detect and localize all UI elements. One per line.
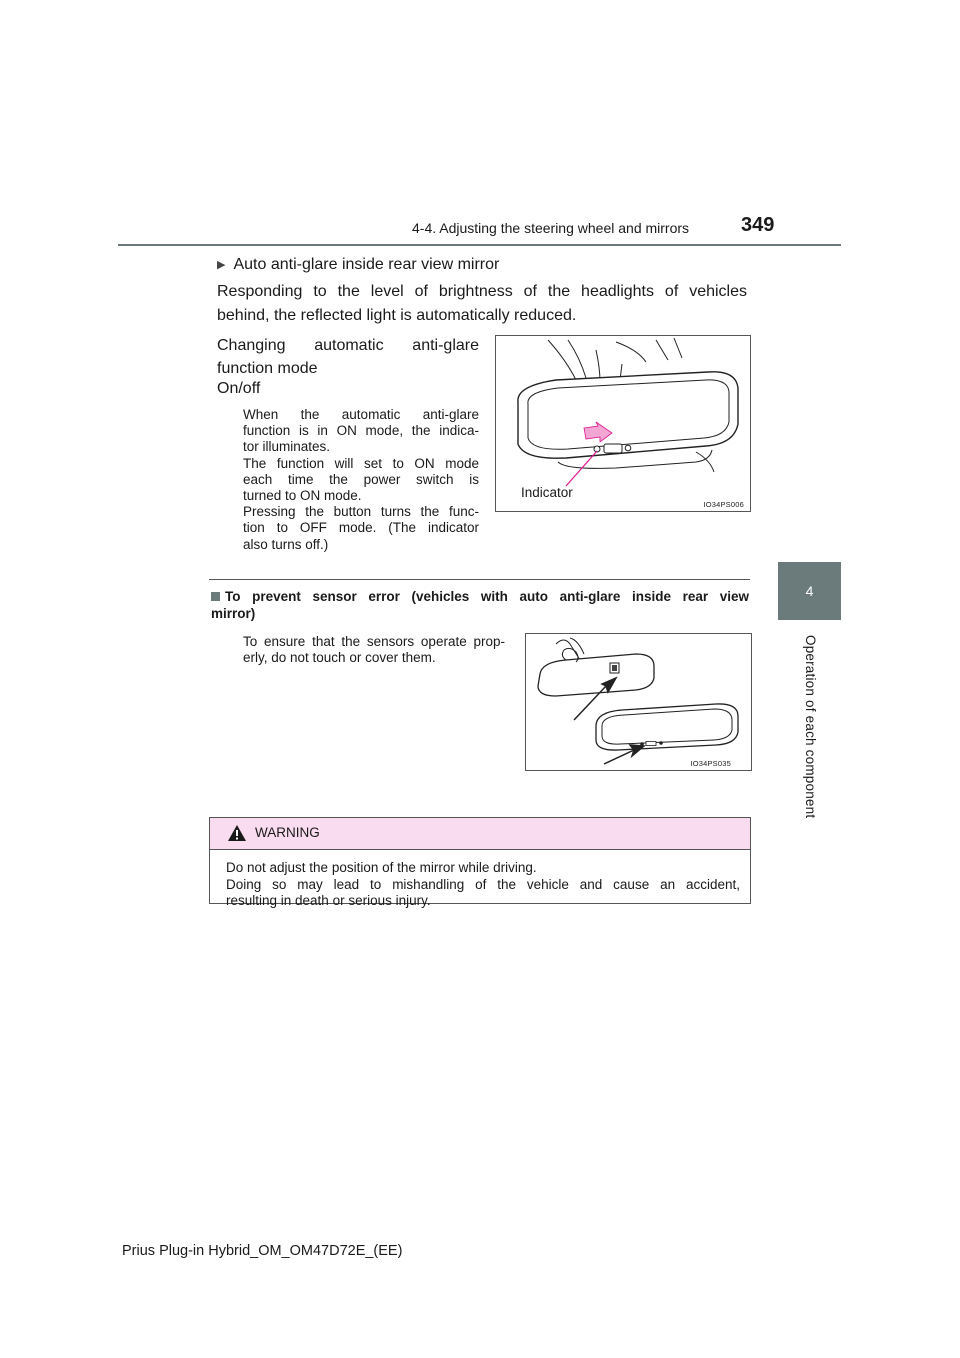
description-line: tion to OFF mode. (The indicator: [243, 520, 479, 536]
warning-line: resulting in death or serious injury.: [226, 893, 431, 908]
square-bullet-icon: [211, 592, 220, 601]
figure-code: IO34PS035: [690, 759, 731, 768]
note-text-line: To ensure that the sensors operate prop-: [243, 634, 505, 649]
footer-text: Prius Plug-in Hybrid_OM_OM47D72E_(EE): [122, 1243, 403, 1259]
mode-heading-line: function mode: [217, 360, 318, 377]
page-number: 349: [741, 214, 775, 236]
warning-line: Do not adjust the position of the mirror while driving.: [226, 860, 537, 875]
description-line: also turns off.): [243, 536, 329, 552]
sensor-figure: [525, 633, 752, 771]
header-rule: [118, 244, 841, 246]
description-line: each time the power switch is: [243, 471, 479, 487]
onoff-heading: On/off: [217, 380, 261, 397]
warning-label: WARNING: [255, 825, 320, 840]
triangle-bullet-icon: ▶: [217, 259, 226, 271]
intro-line: behind, the reflected light is automatically reduced.: [217, 307, 577, 324]
note-text: [243, 634, 505, 666]
description-line: The function will set to ON mode: [243, 455, 479, 471]
figure-code: IO34PS006: [703, 500, 744, 509]
mirror-sensors-illustration: [526, 634, 751, 770]
note-heading: [211, 589, 749, 622]
warning-line: Doing so may lead to mishandling of the vehicle and cause an accident,: [226, 876, 740, 892]
subsection-title-text: Auto anti-glare inside rear view mirror: [233, 256, 500, 273]
intro-line: Responding to the level of brightness of the headlights of vehicles: [217, 283, 747, 300]
chapter-tab: 4: [778, 562, 841, 620]
warning-body: [226, 860, 740, 910]
description-line: turned to ON mode.: [243, 488, 362, 504]
warning-triangle-icon: [227, 824, 247, 842]
note-heading-text: To prevent sensor error (vehicles with auto anti-glare inside rear view: [225, 589, 749, 604]
indicator-label: Indicator: [521, 485, 573, 500]
mode-description: [243, 407, 479, 553]
mode-heading-line: Changing automatic anti-glare: [217, 337, 479, 354]
section-title: 4-4. Adjusting the steering wheel and mirrors: [412, 220, 690, 236]
note-heading-line: mirror): [211, 605, 256, 621]
warning-header: [210, 818, 750, 850]
warning-box: [209, 817, 751, 908]
subsection-title: [217, 256, 499, 274]
description-line: When the automatic anti-glare: [243, 407, 479, 422]
note-text-line: erly, do not touch or cover them.: [243, 650, 436, 666]
chapter-title-vertical: Operation of each component: [803, 635, 818, 819]
description-line: Pressing the button turns the func-: [243, 504, 479, 520]
intro-paragraph: [217, 280, 747, 328]
mode-heading: [217, 334, 479, 380]
description-line: function is in ON mode, the indica-: [243, 423, 479, 439]
section-divider: [209, 579, 750, 580]
note-heading-line: [211, 589, 749, 606]
description-line: tor illuminates.: [243, 439, 331, 455]
